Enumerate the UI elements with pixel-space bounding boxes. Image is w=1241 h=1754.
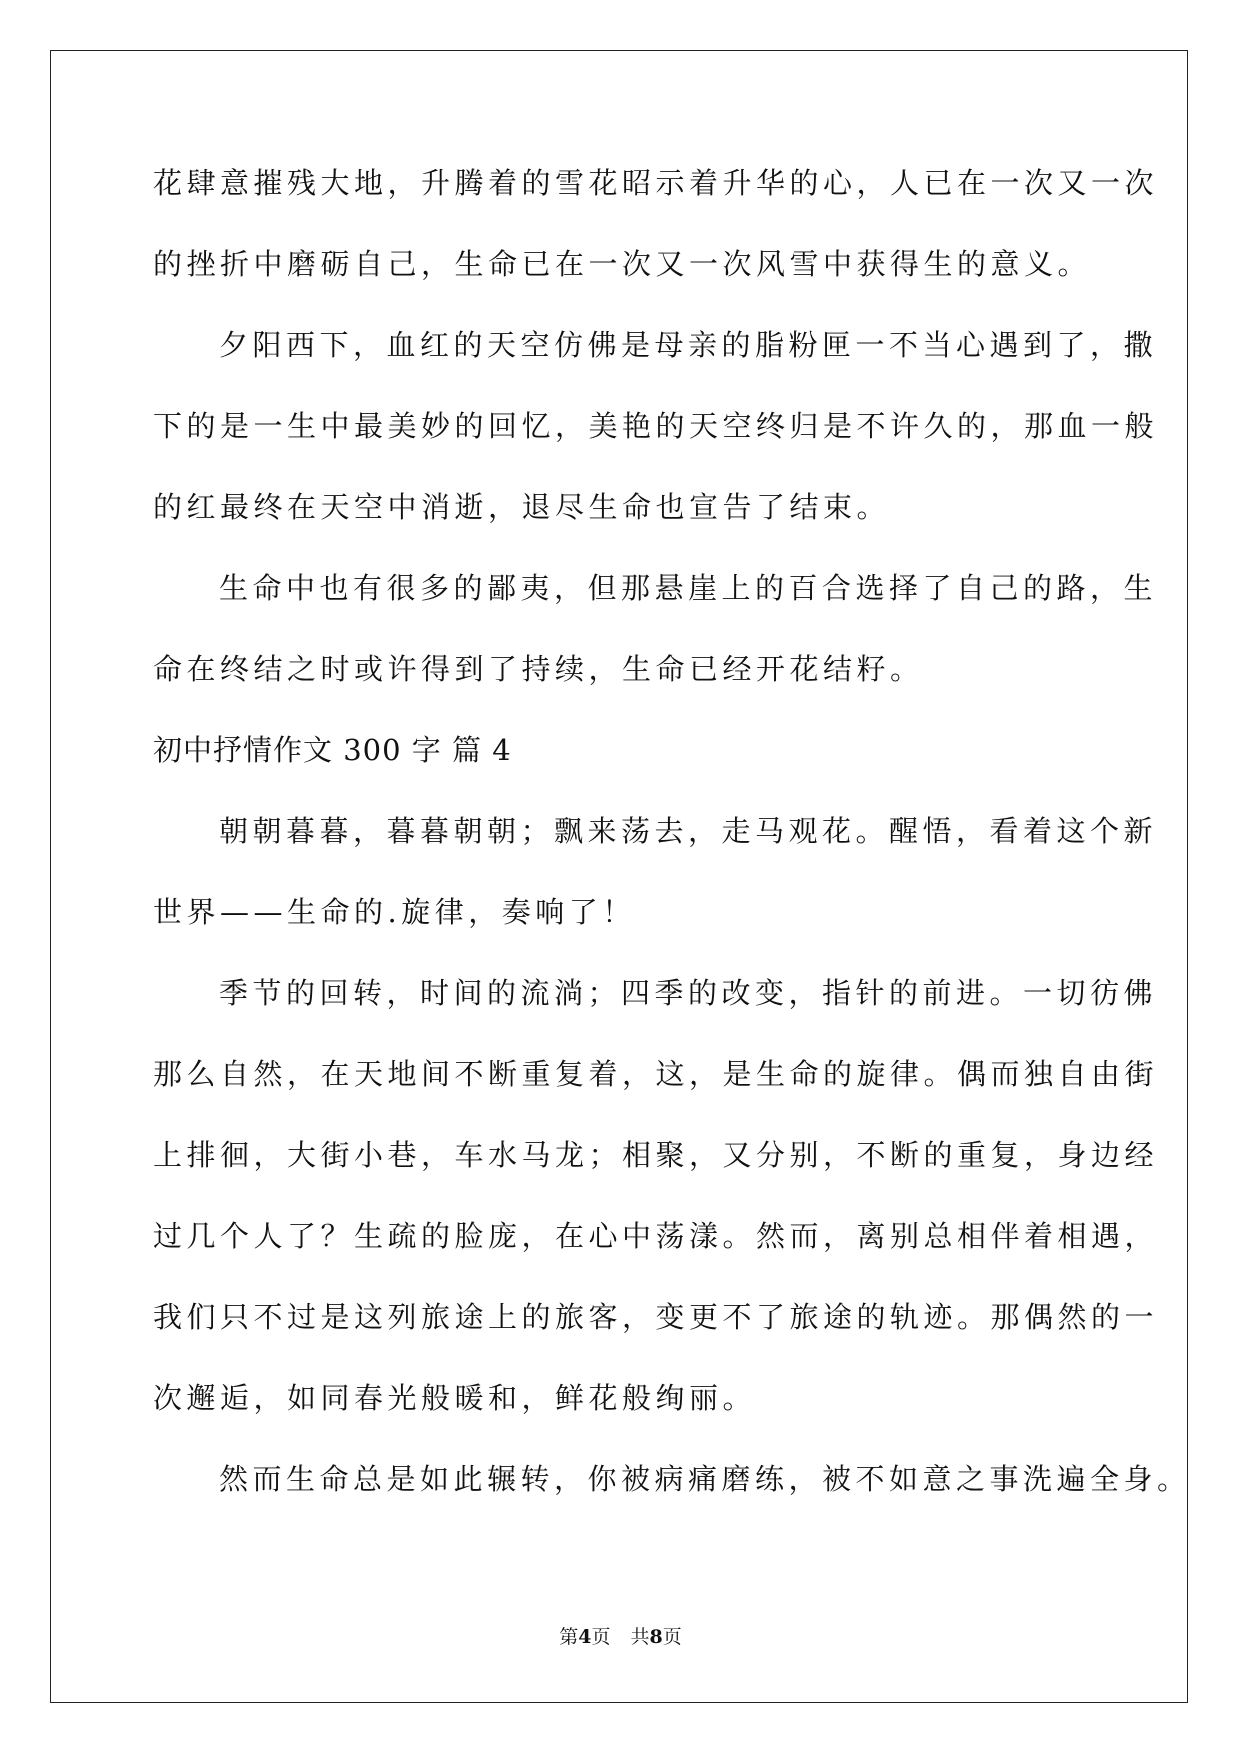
paragraph-line: 下的是一生中最美妙的回忆，美艳的天空终归是不许久的，那血一般	[153, 409, 1159, 443]
paragraph-line: 季节的回转，时间的流淌；四季的改变，指针的前进。一切彷佛	[219, 976, 1158, 1010]
paragraph-line: 上排徊，大街小巷，车水马龙；相聚，又分别，不断的重复，身边经	[153, 1138, 1159, 1172]
page-label-suffix: 页	[591, 1626, 611, 1648]
total-label-suffix: 页	[662, 1626, 682, 1648]
paragraph-line: 的挫折中磨砺自己，生命已在一次又一次风雪中获得生的意义。	[153, 247, 1092, 281]
paragraph-line: 花肆意摧残大地，升腾着的雪花昭示着升华的心，人已在一次又一次	[153, 166, 1159, 200]
paragraph-line: 的红最终在天空中消逝，退尽生命也宣告了结束。	[153, 490, 891, 524]
section-heading: 初中抒情作文 300 字 篇 4	[153, 733, 512, 767]
paragraph-line: 生命中也有很多的鄙夷，但那悬崖上的百合选择了自己的路，生	[219, 571, 1158, 605]
paragraph-line: 然而生命总是如此辗转，你被病痛磨练，被不如意之事洗遍全身。	[219, 1462, 1191, 1496]
paragraph-line: 那么自然，在天地间不断重复着，这，是生命的旋律。偶而独自由街	[153, 1057, 1159, 1091]
paragraph-line: 夕阳西下，血红的天空仿佛是母亲的脂粉匣一不当心遇到了，撒	[219, 328, 1158, 362]
paragraph-line: 命在终结之时或许得到了持续，生命已经开花结籽。	[153, 652, 924, 686]
current-page-number: 4	[578, 1626, 592, 1648]
paragraph-line: 过几个人了？生疏的脸庞，在心中荡漾。然而，离别总相伴着相遇，	[153, 1219, 1159, 1253]
paragraph-line: 世界——生命的.旋律，奏响了！	[153, 895, 636, 929]
total-label-prefix: 共	[630, 1626, 650, 1648]
paragraph-line: 次邂逅，如同春光般暖和，鲜花般绚丽。	[153, 1381, 757, 1415]
paragraph-line: 朝朝暮暮，暮暮朝朝；飘来荡去，走马观花。醒悟，看着这个新	[219, 814, 1158, 848]
total-page-number: 8	[649, 1626, 663, 1648]
document-body	[153, 163, 1191, 1540]
paragraph-line: 我们只不过是这列旅途上的旅客，变更不了旅途的轨迹。那偶然的一	[153, 1300, 1159, 1334]
page-footer	[0, 1622, 1241, 1649]
page-label-prefix: 第	[559, 1626, 579, 1648]
